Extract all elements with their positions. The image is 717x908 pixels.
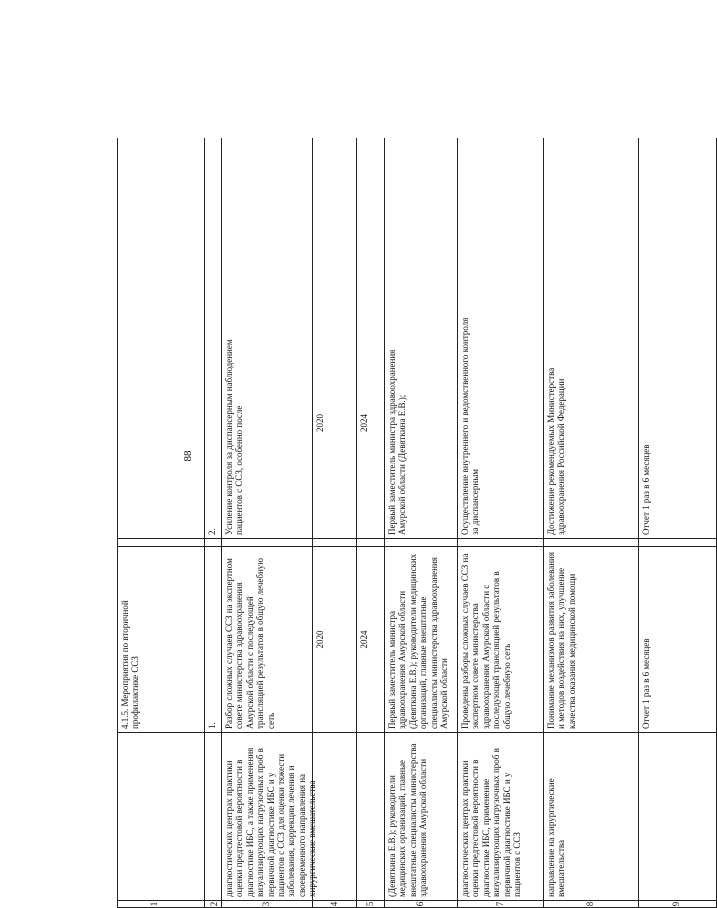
row0-c6: (Девяткина Е.В.); руководители медицинских организаций, главные внештатные специалисты министерства здравоохранения Амурской области	[387, 743, 429, 897]
row0-c7: диагностических центрах практики оценки предтестовой вероятности в диагностике ИБС, применение визуализирующих нагрузочных проб в первичной диагностике ИБС и у пациентов с ССЗ	[460, 748, 523, 897]
row2-c2: 2.	[207, 528, 217, 535]
row2-c9: Отчет 1 раз в 6 месяцев	[641, 444, 651, 535]
col-header-3: 3	[261, 901, 271, 907]
col-header-7: 7	[495, 901, 505, 907]
grid-line	[117, 138, 118, 908]
col-header-2: 2	[209, 901, 219, 907]
col-header-1: 1	[149, 901, 159, 907]
row1-c3: Разбор сложных случаев ССЗ на экспертном совете министерства здравоохранения Амурской области с последующей трансляцией результатов в общую лечебную сеть	[224, 557, 276, 729]
row2-c7: Осуществление внутреннего и ведомственного контроля за диспансерным	[460, 317, 481, 535]
col-header-6: 6	[415, 901, 425, 907]
row2-c6: Первый заместитель министра здравоохранения Амурской области (Девяткина Е.В.);	[387, 349, 408, 535]
row0-c3: диагностических центрах практики оценки предтестовой вероятности в диагностике ИБС, а также применения визуализирующих нагрузочных проб в первичной диагностике ИБС и у пациентов с ССЗ для оценки тяжести заболевания, коррекции лечения и своевременного направления на хирургические вмешательства	[224, 747, 318, 897]
grid-line	[117, 538, 717, 539]
col-header-9: 9	[671, 901, 681, 907]
col-header-5: 5	[365, 901, 375, 907]
row1-c6: Первый заместитель министра здравоохранения Амурской области (Девяткина Е.В.); руководители медицинских организаций, главные внештатные специалисты министерства здравоохранения Амурской области	[387, 553, 450, 729]
page-number: 88	[182, 450, 194, 462]
row2-c8: Достижение рекомендуемых Министерства здравоохранения Российской Федерации	[546, 367, 567, 535]
row1-c9: Отчет 1 раз в 6 месяцев	[641, 638, 651, 729]
rotated-table	[117, 138, 717, 908]
row2-c5: 2024	[359, 414, 369, 432]
row0-c8: направление на хирургические вмешательства	[546, 778, 567, 897]
row1-c8: Понимание механизмов развития заболевания и методов воздействия на них, улучшение качества оказания медицинской помощи	[546, 552, 577, 729]
row1-c1: 4.1.5. Мероприятия по вторичной профилактике ССЗ	[120, 600, 141, 729]
row1-c7: Проведены разборы сложных случаев ССЗ на экспертном совете министерства здравоохранения Амурской области с последующей трансляцией результатов в общую лечебную сеть	[460, 553, 512, 729]
row2-c3: Усиление контроля за диспансерным наблюдением пациентов с ССЗ, особенно после	[224, 339, 245, 535]
col-header-4: 4	[329, 901, 339, 907]
row2-c4: 2020	[315, 414, 325, 432]
col-header-8: 8	[585, 901, 595, 907]
row1-c2: 1.	[207, 722, 217, 729]
row1-c4: 2020	[315, 630, 325, 649]
row1-c5: 2024	[359, 630, 369, 649]
